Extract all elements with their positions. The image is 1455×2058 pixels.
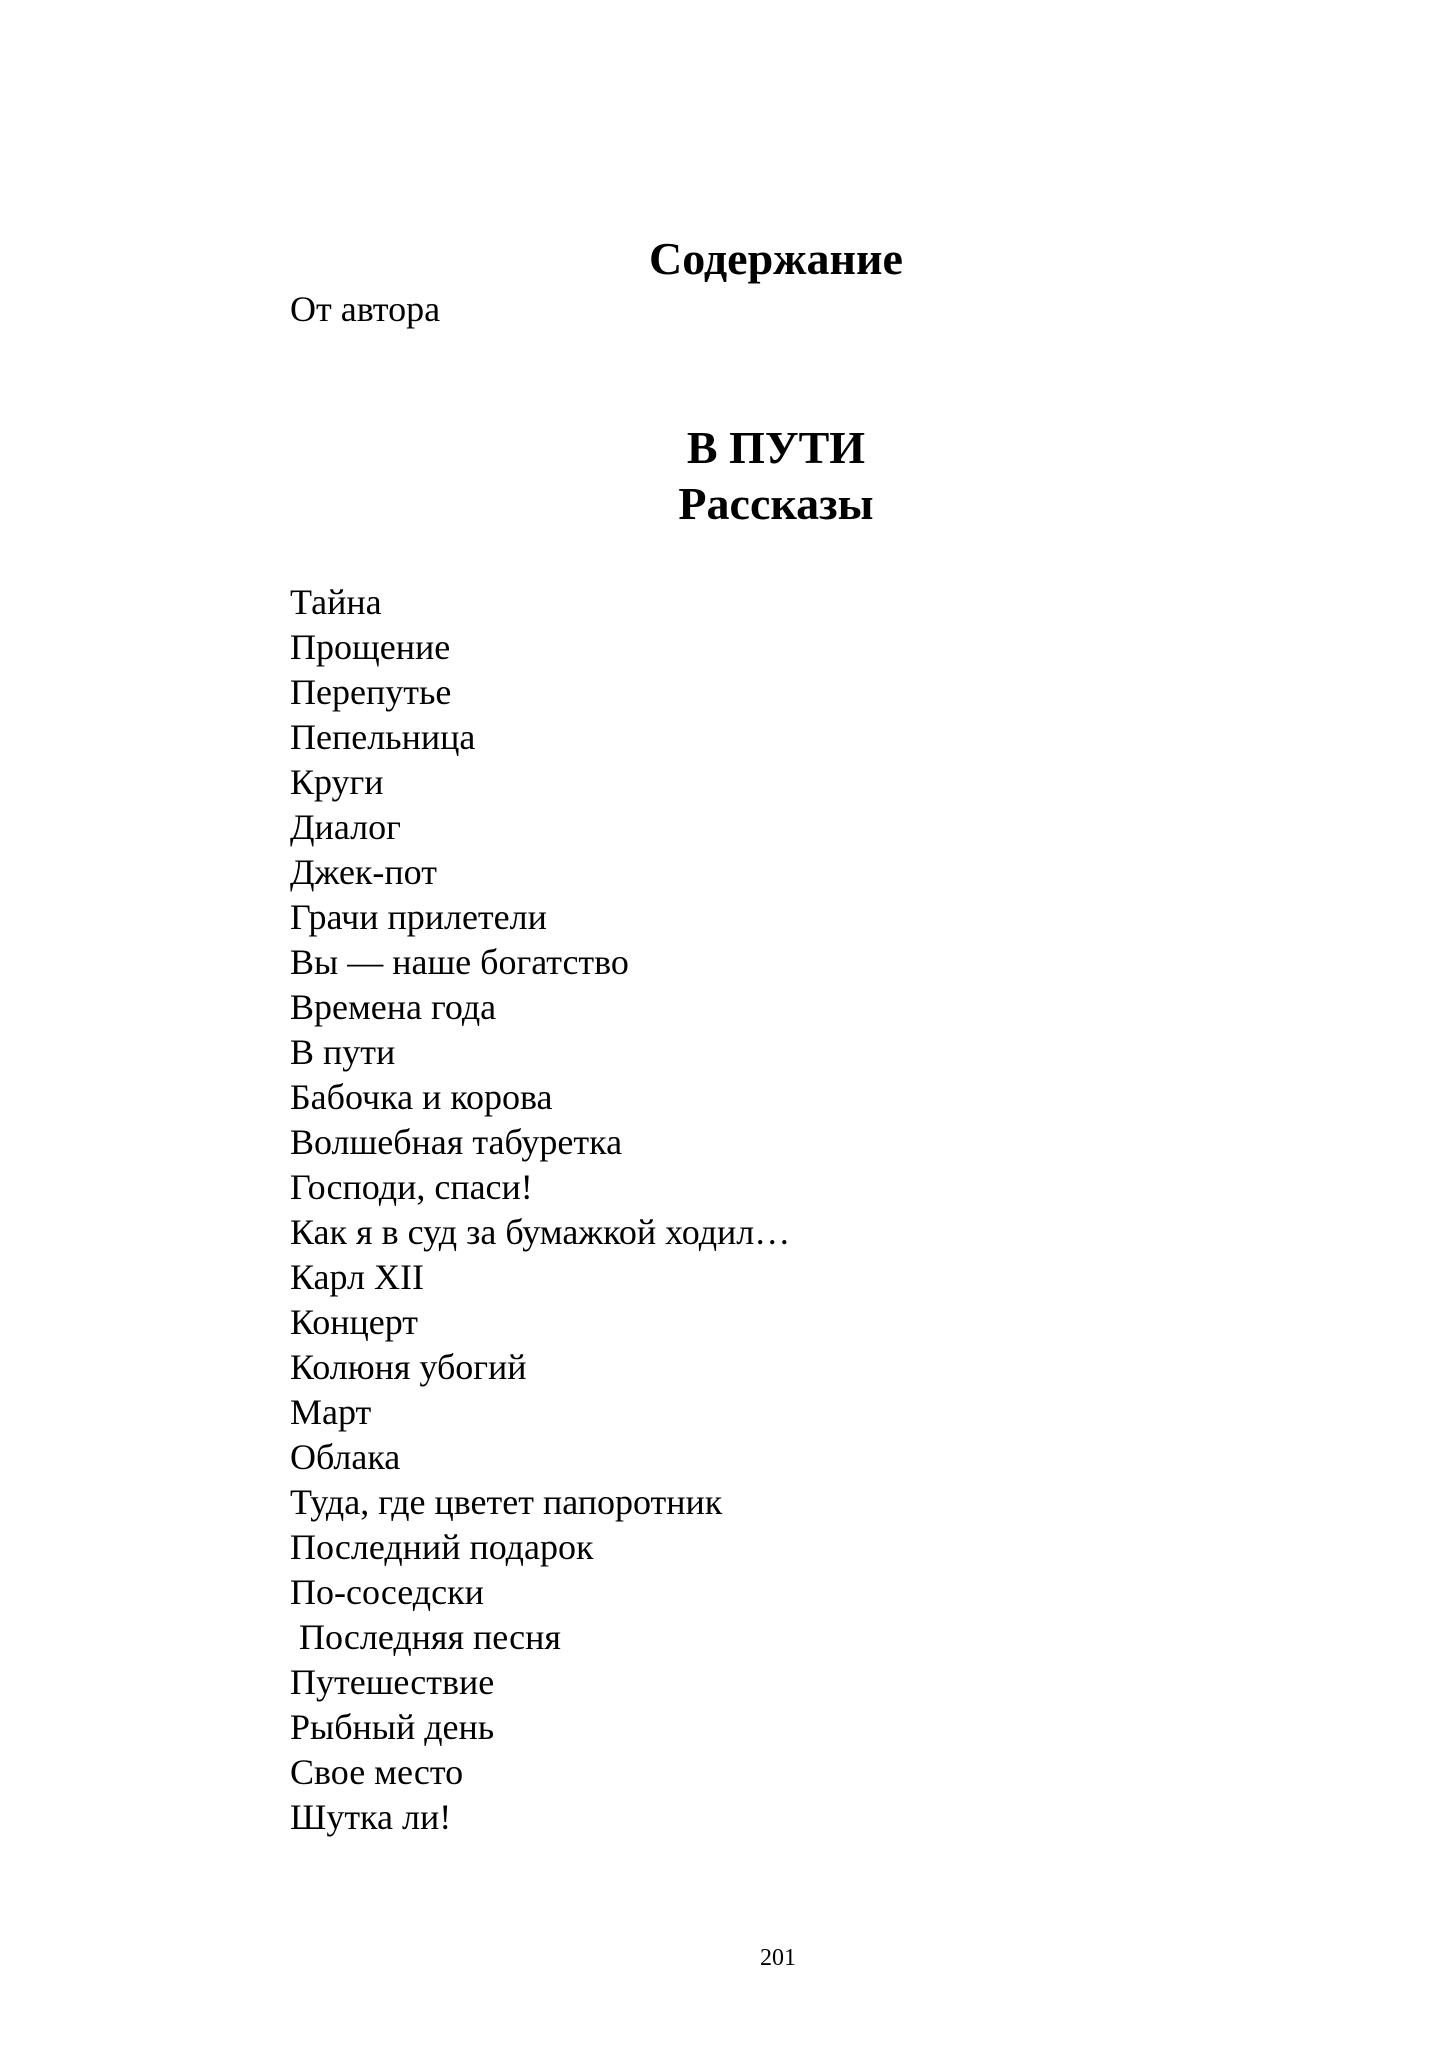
toc-item: Концерт <box>290 1302 418 1342</box>
toc-item: Рыбный день <box>290 1707 495 1747</box>
toc-item: Облака <box>290 1437 401 1477</box>
toc-item: В пути <box>290 1032 396 1072</box>
page-number: 201 <box>760 1945 796 1971</box>
toc-item: Туда, где цветет папоротник <box>290 1482 723 1522</box>
section-heading <box>0 420 1455 532</box>
toc-item: Прощение <box>290 627 451 667</box>
toc-item-from-author: От автора <box>290 289 441 329</box>
toc-item: Бабочка и корова <box>290 1077 553 1117</box>
toc-item: Грачи прилетели <box>290 897 547 937</box>
toc-item: Господи, спаси! <box>290 1167 533 1207</box>
toc-item: Как я в суд за бумажкой ходил… <box>290 1212 791 1252</box>
toc-item: По-соседски <box>290 1572 484 1612</box>
toc-item: Волшебная табуретка <box>290 1122 623 1162</box>
toc-item: Тайна <box>290 582 382 622</box>
toc-item: Свое место <box>290 1752 464 1792</box>
toc-item: Последний подарок <box>290 1527 594 1567</box>
toc-item: Перепутье <box>290 672 452 712</box>
toc-item: Колюня убогий <box>290 1347 527 1387</box>
toc-item: Вы — наше богатство <box>290 942 629 982</box>
toc-item: Путешествие <box>290 1662 495 1702</box>
toc-item: Пепельница <box>290 717 476 757</box>
toc-item: Март <box>290 1392 372 1432</box>
contents-title: Содержание <box>649 233 903 284</box>
toc-list <box>290 580 790 1840</box>
toc-item: Джек-пот <box>290 852 437 892</box>
toc-item: Диалог <box>290 807 401 847</box>
toc-item: Времена года <box>290 987 497 1027</box>
toc-item: Круги <box>290 762 384 802</box>
section-title: В ПУТИ <box>686 422 866 473</box>
toc-item: Последняя песня <box>290 1617 561 1657</box>
toc-item: Карл XII <box>290 1257 424 1297</box>
section-subtitle: Рассказы <box>678 478 874 529</box>
toc-item: Шутка ли! <box>290 1797 452 1837</box>
